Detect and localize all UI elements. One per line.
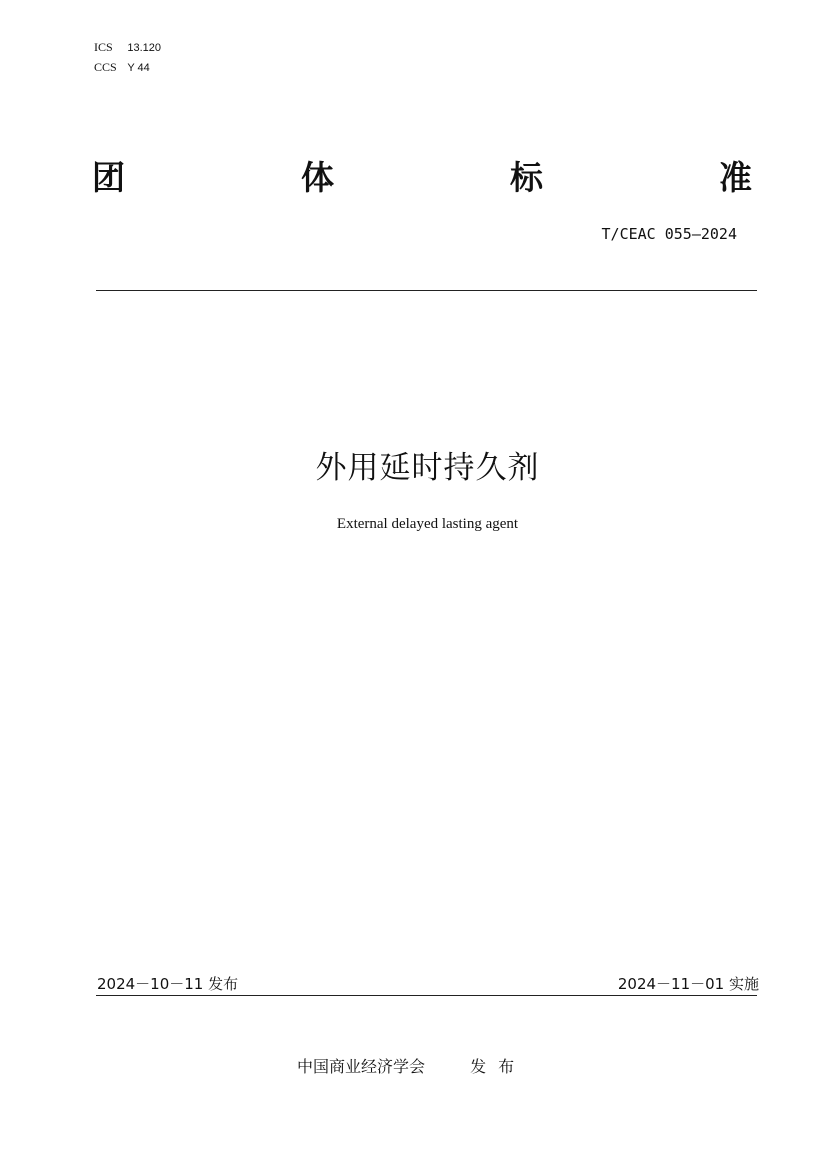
implement-date: 2024－11－01 实施 bbox=[617, 975, 759, 993]
issuer-organization: 中国商业经济学会 bbox=[297, 1057, 426, 1076]
standard-code: T/CEAC 055—2024 bbox=[601, 225, 737, 243]
classification-block bbox=[94, 38, 161, 78]
issuer-action: 发布 bbox=[470, 1057, 527, 1076]
standard-type-heading bbox=[92, 156, 752, 200]
ics-value: 13.120 bbox=[127, 42, 161, 54]
standard-type-char: 准 bbox=[719, 158, 752, 197]
ccs-row bbox=[94, 58, 161, 78]
publish-date: 2024－10－11 发布 bbox=[97, 975, 239, 993]
ics-label: ICS bbox=[94, 40, 113, 54]
footer-divider bbox=[96, 995, 757, 996]
ccs-value: Y 44 bbox=[127, 62, 150, 74]
standard-type-char: 体 bbox=[301, 158, 334, 197]
document-title-en: External delayed lasting agent bbox=[336, 516, 519, 532]
ics-row bbox=[94, 38, 161, 58]
header-divider bbox=[96, 290, 757, 291]
issuer-line bbox=[297, 1054, 526, 1077]
standard-type-char: 标 bbox=[510, 158, 543, 197]
document-title-cn: 外用延时持久剂 bbox=[315, 450, 540, 486]
standard-type-char: 团 bbox=[92, 158, 125, 197]
ccs-label: CCS bbox=[94, 60, 117, 74]
